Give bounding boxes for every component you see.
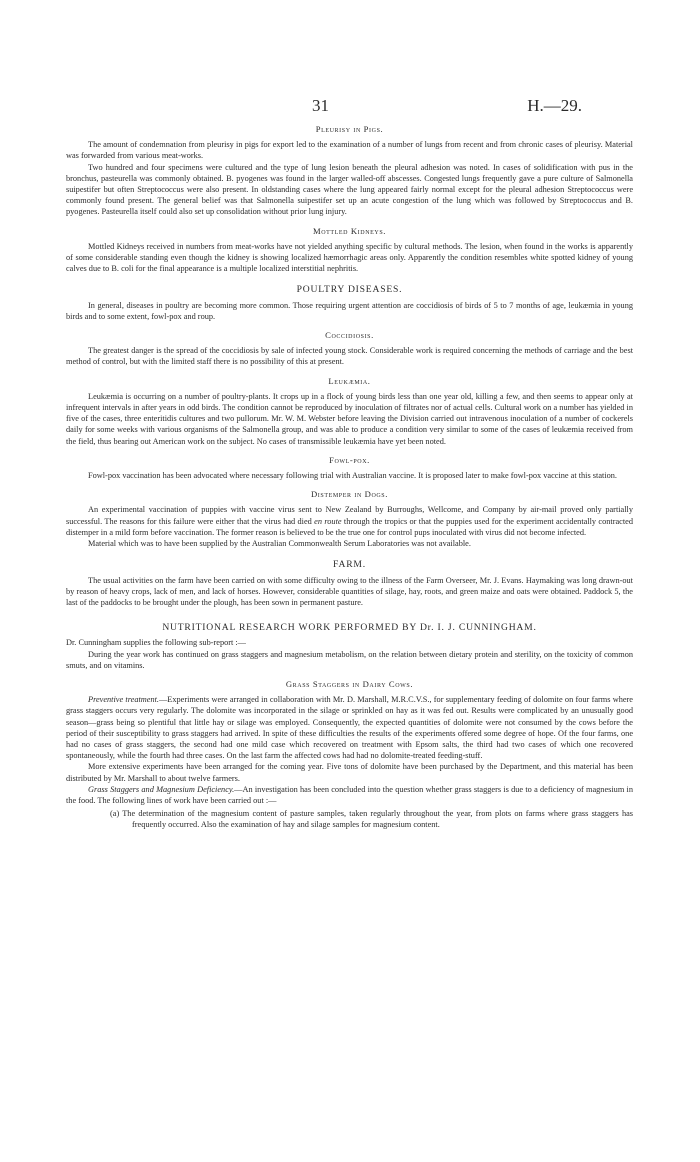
heading-pleurisy: Pleurisy in Pigs. [315,124,384,134]
page-header [0,96,700,120]
heading-kidneys: Mottled Kidneys. [312,225,387,236]
italic-text: Preventive treatment. [88,695,159,705]
italic-text: Grass Staggers and Magnesium Deficiency. [88,784,235,794]
heading-fowlpox: Fowl-pox. [329,454,370,465]
list-item: (a) The determination of the magnesium content of pasture samples, taken regularly throughout the year, from plots on farms where grass staggers has frequently occurred. Also the examination of hay and silage samples for magnesium content. [110,809,633,830]
heading-farm: FARM. [333,559,366,571]
text-run: through the tropics or that the puppies used for the experiment accidentally contracted distemper in a mild form before vaccination. The former reason is believed to be the true one for control pups inoculated with virus did not become infected. [66,516,633,537]
paragraph [66,504,633,538]
paragraph: Two hundred and four specimens were cultured and the type of lung lesion beneath the pleural adhesion was noted. In cases of solidification with pus in the bronchus, pasteurella was commonly obtained. B. pyogenes was found in the larger walled-off abscesses. Congested lungs frequently gave a pure culture of Salmonella suipestifer but often Streptococcus were also present. In oldstanding cases where the lung appeared fairly normal except for the pleural adhesion Streptococcus were commonly found present. The general belief was that Salmonella suipestifer set up an acute congestion of the lung which was followed by Streptococcus and B. pyogenes. Pasteurella itself could also set up consolidation without prior lung injury. [66,162,633,217]
paragraph [66,694,633,761]
paragraph: Fowl-pox vaccination has been advocated where necessary following trial with Australian vaccine. It is proposed later to make fowl-pox vaccine at this station. [88,471,617,481]
paragraph [66,784,633,806]
paragraph: Mottled Kidneys received in numbers from meat-works have not yielded anything specific by cultural methods. The lesion, when found in the works is apparently of some considerable standing even though the kidney is showing localized hæmorrhagic areas only. Apparently the condition resembles white spotted kidney of young calves due to B. coli for the final appearance is a multiple localized interstitial nephritis. [66,241,633,274]
paragraph: In general, diseases in poultry are becoming more common. Those requiring urgent attention are coccidiosis of birds of 5 to 7 months of age, leukæmia in young birds and to some extent, fowl-pox and roup. [66,300,633,321]
heading-staggers: Grass Staggers in Dairy Cows. [285,678,414,689]
paragraph: The amount of condemnation from pleurisy in pigs for export led to the examination of a number of lungs from recent and from chronic cases of pleurisy. Material was forwarded from various meat-works. [66,140,633,161]
paragraph: Material which was to have been supplied by the Australian Commonwealth Serum Laboratories was not available. [88,539,471,549]
heading-poultry: POULTRY DISEASES. [296,284,403,296]
paragraph: The greatest danger is the spread of the coccidiosis by sale of infected young stock. Considerable work is required concerning the methods of carriage and the best method of control, but with the limited staff there is no possibility of this at present. [66,346,633,367]
page-number: 31 [312,96,329,115]
paragraph: Dr. Cunningham supplies the following sub-report :— [66,638,246,648]
heading-coccidiosis: Coccidiosis. [325,330,374,341]
page-content [66,124,633,831]
heading-distemper: Distemper in Dogs. [311,489,388,500]
heading-leukaemia: Leukæmia. [328,375,371,386]
text-run: —Experiments were arranged in collaboration with Mr. D. Marshall, M.R.C.V.S., for supplementary feeding of dolomite on four farms where grass staggers occurs very regularly. The dolomite was incorporated in the silage or sprinkled on hay as it was fed out. Results were complicated by an unusually good season—grass being so plentiful that little hay or silage was employed. Consequently, the expected quantities of dolomite were not consumed by the cows before the period of their susceptibility to grass staggers had arrived. In spite of these difficulties the results of the experiments offered some degree of hope. Of the four farms, one had no cases of grass staggers, the second had one mild case which recovered on treatment with Epsom salts, the third had two cases of which one recovered spontaneously, while the fourth had three cases. On the last farm the affected cows had had no dolomite-treated feeding-stuff. [66,695,633,761]
paragraph: During the year work has continued on grass staggers and magnesium metabolism, on the relation between dietary protein and sterility, on the toxicity of common smuts, and on vitamins. [66,649,633,670]
paragraph: More extensive experiments have been arranged for the coming year. Five tons of dolomite have been purchased by the Department, and this material has been distributed by Mr. Marshall to about twelve farmers. [66,762,633,783]
text-run: An experimental vaccination of puppies with vaccine virus sent to New Zealand by Burroughs, Wellcome, and Company by air-mail proved only partially successful. The reasons for this failure were either that the virus had died [66,505,633,526]
document-code: H.—29. [527,96,582,115]
text-run: —An investigation has been concluded into the question whether grass staggers is due to a deficiency of magnesium in the food. The following lines of work have been carried out :— [66,784,633,805]
paragraph: Leukæmia is occurring on a number of poultry-plants. It crops up in a flock of young birds less than one year old, killing a few, and then seems to appear only at infrequent intervals in after years in odd birds. The condition cannot be reproduced by inoculation of filtrates nor of actual cells. Cultural work on a number has yielded in five of the cases, three enteritidis cultures and two pullorum. Mr. W. M. Webster before leaving the Division carried out intravenous inoculation of a number of cockerels daily for some weeks with various organisms of the Salmonella group, and was able to produce a condition very similar to some of the cases of leukæmia received from the field, thus bearing out American work on the subject. No cases of transmissible leukæmia have yet been noted. [66,391,633,446]
paragraph: The usual activities on the farm have been carried on with some difficulty owing to the illness of the Farm Overseer, Mr. J. Evans. Haymaking was long drawn-out by reason of heavy crops, lack of men, and lack of horses. However, considerable quantities of silage, hay, roots, and green maize and oats were obtained. Paddock 5, the last of the paddocks to be brought under the plough, has been sown in permanent pasture. [66,575,633,607]
italic-text: en route [314,516,342,526]
heading-nutrition: NUTRITIONAL RESEARCH WORK PERFORMED BY Dr. I. J. CUNNINGHAM. [162,622,537,634]
